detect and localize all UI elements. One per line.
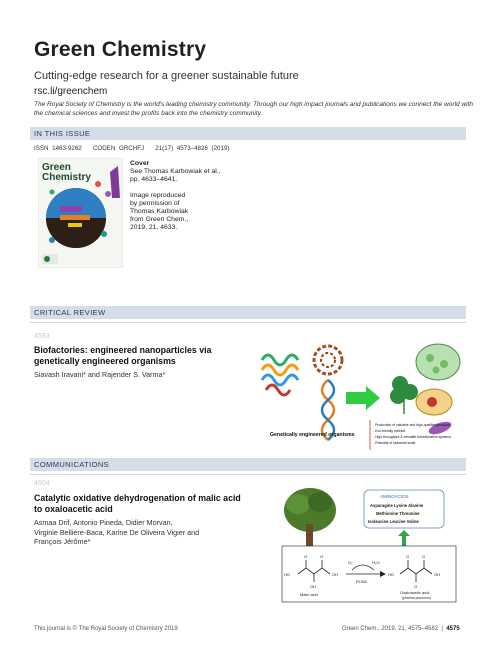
footer-copyright: This journal is © The Royal Society of Chemistry 2019 (34, 626, 178, 632)
box-line: Asparagine Lysine Alanine (370, 503, 424, 508)
issn: ISSN 1463-9262 (34, 145, 82, 152)
journal-url[interactable]: rsc.li/greenchem (34, 86, 108, 97)
box-line: Methionine Threonine (376, 511, 420, 516)
reagent-label: O₂ (348, 560, 353, 565)
title-line: Biofactories: engineered nanoparticles via (34, 345, 212, 355)
title-line: Catalytic oxidative dehydrogenation of malic acid (34, 493, 241, 503)
figure-point: - Potential of industrial scale (373, 441, 416, 445)
cover-line: by permission of (130, 200, 180, 207)
author-line: François Jérôme* (34, 537, 91, 546)
cover-line: Image reproduced (130, 192, 186, 199)
box-title: AMINOACIDS (380, 494, 409, 499)
leaf-icon (390, 376, 418, 414)
oxaloacetic-acid-label: Oxaloacetic acid (400, 590, 430, 595)
footer-citation: Green Chem., 2019, 21, 4575–4582 | 4575 (342, 626, 460, 632)
cell-icon (416, 344, 460, 380)
protein-structure-icon (262, 355, 298, 395)
journal-tagline: Cutting-edge research for a greener sustainable future (34, 70, 299, 82)
volume-pages: 21(17) 4573–4826 (2019) (155, 145, 230, 152)
dna-coil-icon (314, 346, 342, 374)
review-graphical-abstract (258, 340, 466, 472)
o-label: O (304, 554, 308, 559)
author-line: Virginie Belliere-Baca, Karine De Oliveira Vigier and (34, 527, 200, 537)
author-line: Asmaa Drif, Antonio Pineda, Didier Morvan, (34, 518, 173, 527)
article-title[interactable] (34, 493, 254, 514)
figure-caption: Genetically engineered organisms (270, 432, 355, 438)
o-label: O (422, 554, 426, 559)
dna-helix-icon (322, 380, 334, 440)
ho-label: HO (388, 572, 394, 577)
oh-label: OH (434, 572, 440, 577)
cover-title-line1: Green (42, 162, 71, 173)
article-title[interactable] (34, 345, 254, 366)
figure-point: - Production of valuable and high-qualified products (373, 423, 451, 427)
section-bar-in-this-issue (30, 127, 466, 140)
communication-graphical-abstract (276, 484, 466, 608)
footer-page-number: 4575 (446, 626, 460, 632)
catalyst-label: Pt-BiC (356, 579, 368, 584)
box-line: Isoleucine Leucine Valine (368, 519, 419, 524)
divider (30, 322, 466, 323)
cover-heading: Cover (130, 160, 150, 167)
malic-acid-label: Malic acid (300, 592, 318, 597)
o-label: O (406, 554, 410, 559)
issue-identifiers (34, 145, 229, 152)
o-label: O (320, 554, 324, 559)
title-line: to oxaloacetic acid (34, 503, 113, 514)
tree-icon (284, 488, 336, 546)
byproduct-label: H₂O (372, 560, 380, 565)
cover-description (130, 160, 240, 232)
cover-image[interactable] (38, 158, 123, 268)
article-page-number[interactable]: 4583 (34, 333, 50, 340)
section-label: IN THIS ISSUE (34, 129, 91, 138)
article-authors (34, 518, 264, 547)
o-label: O (414, 584, 418, 589)
ho-label: HO (284, 572, 290, 577)
oh-label: OH (310, 584, 316, 589)
section-label: CRITICAL REVIEW (34, 308, 106, 317)
section-bar-communications (30, 458, 466, 471)
figure-point: - Eco-friendly method (373, 429, 406, 433)
cover-line: 2019, 21, 4633. (130, 224, 178, 231)
figure-point: - High-throughput & versatile biorestoration systems (373, 435, 452, 439)
cover-line: from Green Chem., (130, 216, 189, 223)
cover-line: See Thomas Karbowiak et al., (130, 168, 221, 175)
cover-title-line2: Chemistry (42, 172, 91, 183)
pharma-precursor-label: (pharma precursor) (402, 596, 432, 600)
rsc-blurb: The Royal Society of Chemistry is the world's leading chemistry community. Through our high impact journals and publications we connect the world with the chemical sciences and invest the profits back into the chemistry community. (34, 101, 473, 117)
journal-title: Green Chemistry (34, 38, 207, 61)
oh-label: OH (332, 572, 338, 577)
article-authors: Siavash Iravani* and Rajender S. Varma* (34, 370, 166, 379)
title-line: genetically engineered organisms (34, 355, 176, 366)
yeast-cell-icon (416, 389, 452, 415)
cover-line: pp. 4633–4641. (130, 176, 178, 183)
arrow-icon (346, 386, 380, 410)
article-page-number[interactable]: 4604 (34, 480, 50, 487)
coden: CODEN GRCHFJ (92, 145, 145, 152)
footer-citation-text: Green Chem., 2019, 21, 4575–4582 (342, 626, 439, 632)
section-bar-critical-review (30, 306, 466, 319)
cover-line: Thomas Karbowiak (130, 208, 189, 215)
divider (30, 474, 466, 475)
section-label: COMMUNICATIONS (34, 460, 110, 469)
